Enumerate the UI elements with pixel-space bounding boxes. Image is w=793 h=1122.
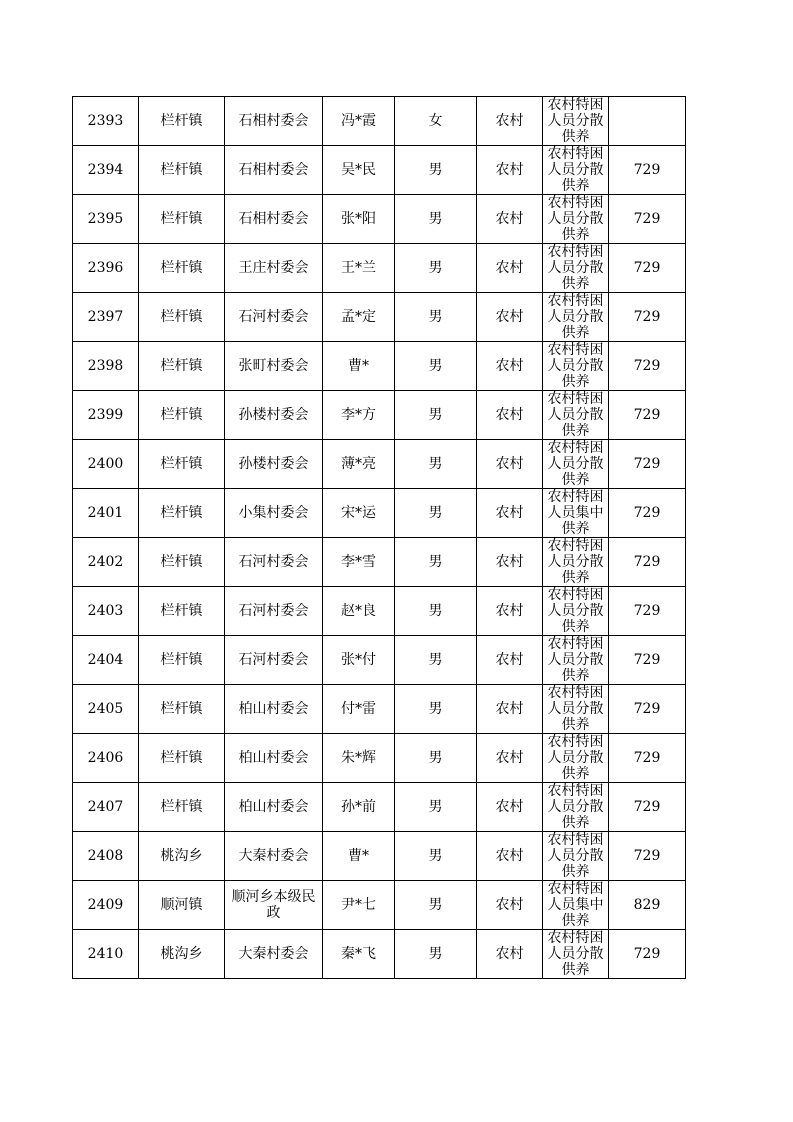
area-type-cell: 农村: [477, 440, 543, 489]
gender-cell: 男: [395, 538, 477, 587]
record-number-cell: 2406: [73, 734, 139, 783]
record-number-cell: 2399: [73, 391, 139, 440]
assistance-category-cell: [543, 783, 609, 832]
area-type-cell: 农村: [477, 734, 543, 783]
assistance-category-text: 农村特困人员分散供养: [547, 195, 604, 243]
village-committee-cell: [225, 146, 323, 195]
assistance-category-text: 农村特困人员集中供养: [547, 489, 604, 537]
assistance-category-cell: [543, 685, 609, 734]
person-name-cell: 尹*七: [323, 881, 395, 930]
assistance-category-text: 农村特困人员集中供养: [547, 881, 604, 929]
area-type-cell: 农村: [477, 244, 543, 293]
village-committee-cell: [225, 636, 323, 685]
table-row: [73, 391, 686, 440]
person-name-cell: 曹*: [323, 832, 395, 881]
town-name-cell: 栏杆镇: [139, 440, 225, 489]
village-committee-cell: [225, 734, 323, 783]
town-name-cell: 桃沟乡: [139, 832, 225, 881]
person-name-cell: 秦*飞: [323, 930, 395, 979]
village-committee-text: 石河村委会: [238, 554, 309, 570]
village-committee-cell: [225, 587, 323, 636]
village-committee-text: 石河村委会: [238, 652, 309, 668]
village-committee-text: 石相村委会: [238, 113, 309, 129]
amount-cell: 729: [609, 489, 686, 538]
village-committee-cell: [225, 342, 323, 391]
village-committee-text: 柏山村委会: [238, 799, 309, 815]
assistance-category-cell: [543, 881, 609, 930]
town-name-cell: 栏杆镇: [139, 636, 225, 685]
gender-cell: 男: [395, 146, 477, 195]
town-name-cell: 栏杆镇: [139, 146, 225, 195]
amount-cell: 729: [609, 440, 686, 489]
gender-cell: 男: [395, 391, 477, 440]
village-committee-cell: [225, 685, 323, 734]
table-body: [73, 97, 686, 979]
assistance-category-cell: [543, 832, 609, 881]
person-name-cell: 赵*良: [323, 587, 395, 636]
person-name-cell: 吴*民: [323, 146, 395, 195]
amount-cell: 729: [609, 685, 686, 734]
table-row: [73, 489, 686, 538]
table-row: [73, 636, 686, 685]
amount-cell: 729: [609, 195, 686, 244]
assistance-category-text: 农村特困人员分散供养: [547, 734, 604, 782]
person-name-cell: 宋*运: [323, 489, 395, 538]
record-number-cell: 2402: [73, 538, 139, 587]
amount-cell: 829: [609, 881, 686, 930]
record-number-cell: 2405: [73, 685, 139, 734]
amount-cell: 729: [609, 391, 686, 440]
assistance-category-cell: [543, 538, 609, 587]
person-name-cell: 曹*: [323, 342, 395, 391]
assistance-category-text: 农村特困人员分散供养: [547, 244, 604, 292]
assistance-category-cell: [543, 440, 609, 489]
record-number-cell: 2410: [73, 930, 139, 979]
village-committee-text: 石相村委会: [238, 162, 309, 178]
assistance-category-text: 农村特困人员分散供养: [547, 783, 604, 831]
assistance-category-cell: [543, 195, 609, 244]
village-committee-cell: [225, 195, 323, 244]
table-row: [73, 832, 686, 881]
amount-cell: 729: [609, 832, 686, 881]
record-number-cell: 2396: [73, 244, 139, 293]
town-name-cell: 栏杆镇: [139, 489, 225, 538]
amount-cell: 729: [609, 783, 686, 832]
table-row: [73, 195, 686, 244]
record-number-cell: 2394: [73, 146, 139, 195]
area-type-cell: 农村: [477, 489, 543, 538]
person-name-cell: 李*方: [323, 391, 395, 440]
village-committee-cell: [225, 538, 323, 587]
village-committee-text: 石河村委会: [238, 309, 309, 325]
town-name-cell: 栏杆镇: [139, 783, 225, 832]
assistance-category-cell: [543, 146, 609, 195]
assistance-category-text: 农村特困人员分散供养: [547, 440, 604, 488]
village-committee-text: 孙楼村委会: [238, 407, 309, 423]
village-committee-text: 石河村委会: [238, 603, 309, 619]
assistance-category-cell: [543, 293, 609, 342]
amount-cell: 729: [609, 538, 686, 587]
village-committee-cell: [225, 783, 323, 832]
table-row: [73, 587, 686, 636]
area-type-cell: 农村: [477, 97, 543, 146]
village-committee-text: 孙楼村委会: [238, 456, 309, 472]
village-committee-cell: [225, 244, 323, 293]
table-row: [73, 97, 686, 146]
assistance-category-text: 农村特困人员分散供养: [547, 391, 604, 439]
assistance-category-cell: [543, 391, 609, 440]
town-name-cell: 栏杆镇: [139, 244, 225, 293]
town-name-cell: 栏杆镇: [139, 391, 225, 440]
person-name-cell: 张*阳: [323, 195, 395, 244]
record-number-cell: 2400: [73, 440, 139, 489]
town-name-cell: 栏杆镇: [139, 342, 225, 391]
area-type-cell: 农村: [477, 538, 543, 587]
amount-cell: 729: [609, 342, 686, 391]
record-number-cell: 2409: [73, 881, 139, 930]
amount-cell: [609, 97, 686, 146]
assistance-category-text: 农村特困人员分散供养: [547, 636, 604, 684]
record-number-cell: 2408: [73, 832, 139, 881]
amount-cell: 729: [609, 587, 686, 636]
assistance-category-text: 农村特困人员分散供养: [547, 538, 604, 586]
assistance-category-cell: [543, 342, 609, 391]
assistance-category-cell: [543, 636, 609, 685]
area-type-cell: 农村: [477, 587, 543, 636]
table-row: [73, 342, 686, 391]
town-name-cell: 栏杆镇: [139, 685, 225, 734]
person-name-cell: 朱*辉: [323, 734, 395, 783]
village-committee-cell: [225, 881, 323, 930]
records-table: [72, 96, 686, 979]
assistance-category-text: 农村特困人员分散供养: [547, 97, 604, 145]
gender-cell: 男: [395, 685, 477, 734]
assistance-category-text: 农村特困人员分散供养: [547, 293, 604, 341]
town-name-cell: 栏杆镇: [139, 538, 225, 587]
area-type-cell: 农村: [477, 930, 543, 979]
gender-cell: 男: [395, 489, 477, 538]
gender-cell: 男: [395, 342, 477, 391]
village-committee-text: 大秦村委会: [238, 946, 309, 962]
village-committee-cell: [225, 489, 323, 538]
record-number-cell: 2401: [73, 489, 139, 538]
table-row: [73, 440, 686, 489]
village-committee-cell: [225, 440, 323, 489]
village-committee-cell: [225, 97, 323, 146]
gender-cell: 男: [395, 881, 477, 930]
town-name-cell: 栏杆镇: [139, 97, 225, 146]
assistance-category-cell: [543, 489, 609, 538]
village-committee-text: 大秦村委会: [238, 848, 309, 864]
area-type-cell: 农村: [477, 881, 543, 930]
town-name-cell: 栏杆镇: [139, 293, 225, 342]
amount-cell: 729: [609, 930, 686, 979]
person-name-cell: 王*兰: [323, 244, 395, 293]
village-committee-text: 石相村委会: [238, 211, 309, 227]
table-row: [73, 293, 686, 342]
village-committee-cell: [225, 391, 323, 440]
table-row: [73, 538, 686, 587]
village-committee-text: 小集村委会: [238, 505, 309, 521]
gender-cell: 男: [395, 244, 477, 293]
person-name-cell: 张*付: [323, 636, 395, 685]
area-type-cell: 农村: [477, 195, 543, 244]
assistance-category-text: 农村特困人员分散供养: [547, 587, 604, 635]
assistance-category-cell: [543, 930, 609, 979]
village-committee-text: 柏山村委会: [238, 701, 309, 717]
assistance-category-text: 农村特困人员分散供养: [547, 685, 604, 733]
area-type-cell: 农村: [477, 783, 543, 832]
area-type-cell: 农村: [477, 342, 543, 391]
gender-cell: 男: [395, 783, 477, 832]
assistance-category-text: 农村特困人员分散供养: [547, 146, 604, 194]
person-name-cell: 李*雪: [323, 538, 395, 587]
table-row: [73, 244, 686, 293]
area-type-cell: 农村: [477, 685, 543, 734]
amount-cell: 729: [609, 293, 686, 342]
assistance-category-text: 农村特困人员分散供养: [547, 930, 604, 978]
amount-cell: 729: [609, 244, 686, 293]
gender-cell: 男: [395, 293, 477, 342]
record-number-cell: 2398: [73, 342, 139, 391]
table-row: [73, 146, 686, 195]
record-number-cell: 2397: [73, 293, 139, 342]
assistance-category-text: 农村特困人员分散供养: [547, 342, 604, 390]
village-committee-cell: [225, 930, 323, 979]
person-name-cell: 薄*亮: [323, 440, 395, 489]
town-name-cell: 顺河镇: [139, 881, 225, 930]
gender-cell: 男: [395, 587, 477, 636]
person-name-cell: 付*雷: [323, 685, 395, 734]
table-row: [73, 930, 686, 979]
person-name-cell: 冯*霞: [323, 97, 395, 146]
gender-cell: 男: [395, 832, 477, 881]
gender-cell: 男: [395, 440, 477, 489]
gender-cell: 男: [395, 195, 477, 244]
record-number-cell: 2404: [73, 636, 139, 685]
amount-cell: 729: [609, 636, 686, 685]
record-number-cell: 2393: [73, 97, 139, 146]
amount-cell: 729: [609, 734, 686, 783]
village-committee-cell: [225, 832, 323, 881]
assistance-category-text: 农村特困人员分散供养: [547, 832, 604, 880]
area-type-cell: 农村: [477, 636, 543, 685]
town-name-cell: 栏杆镇: [139, 195, 225, 244]
assistance-category-cell: [543, 734, 609, 783]
town-name-cell: 桃沟乡: [139, 930, 225, 979]
area-type-cell: 农村: [477, 293, 543, 342]
table-row: [73, 685, 686, 734]
person-name-cell: 孙*前: [323, 783, 395, 832]
assistance-category-cell: [543, 97, 609, 146]
amount-cell: 729: [609, 146, 686, 195]
village-committee-text: 王庄村委会: [238, 260, 309, 276]
table-row: [73, 881, 686, 930]
assistance-category-cell: [543, 587, 609, 636]
record-number-cell: 2395: [73, 195, 139, 244]
gender-cell: 男: [395, 734, 477, 783]
village-committee-text: 张町村委会: [238, 358, 309, 374]
record-number-cell: 2407: [73, 783, 139, 832]
village-committee-text: 柏山村委会: [238, 750, 309, 766]
village-committee-text: 顺河乡本级民政: [231, 889, 316, 921]
town-name-cell: 栏杆镇: [139, 587, 225, 636]
area-type-cell: 农村: [477, 146, 543, 195]
table-row: [73, 783, 686, 832]
village-committee-cell: [225, 293, 323, 342]
record-number-cell: 2403: [73, 587, 139, 636]
town-name-cell: 栏杆镇: [139, 734, 225, 783]
gender-cell: 女: [395, 97, 477, 146]
gender-cell: 男: [395, 636, 477, 685]
area-type-cell: 农村: [477, 391, 543, 440]
area-type-cell: 农村: [477, 832, 543, 881]
table-row: [73, 734, 686, 783]
person-name-cell: 孟*定: [323, 293, 395, 342]
gender-cell: 男: [395, 930, 477, 979]
assistance-category-cell: [543, 244, 609, 293]
